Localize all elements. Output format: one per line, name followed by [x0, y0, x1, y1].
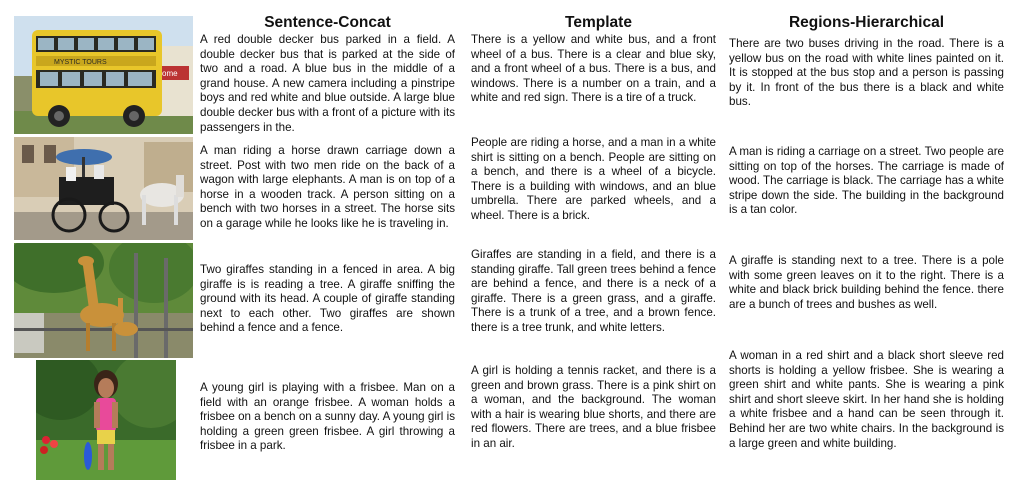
template-paragraph-3: Giraffes are standing in a field, and there is a standing giraffe. Tall green trees behind a fence are behind a fence, and there is a neck of a giraffe. There is a green grass, and a giraffe. There is a trunk of a tree, and a brown fence. there is a tree trunk, and white letters. — [471, 248, 716, 334]
regions-hierarchical-paragraph-2: A man is riding a carriage on a street. Two people are sitting on top of the horses. The carriage is made of wood. The carriage is black. The carriage has a white stripe down the side. The building in the background is a tan color. — [729, 145, 1004, 217]
giraffe-photo — [14, 243, 193, 358]
template-title: Template — [565, 14, 632, 31]
regions-hierarchical-paragraph-4: A woman in a red shirt and a black short sleeve red shorts is holding a yellow frisbee. She is wearing a green shirt and white pants. She is wearing a pink shirt and short sleeve skirt. In her hand she is holding a white frisbee and a hand can be seen through it. Behind her are two white chairs. In the background is a large green and white building. — [729, 349, 1004, 450]
sentence-concat-paragraph-4: A young girl is playing with a frisbee. Man on a field with an orange frisbee. A woman holds a frisbee on a bench on a sunny day. A young girl is holding a green green frisbee. A girl throwing a frisbee in a park. — [200, 381, 455, 453]
regions-hierarchical-title: Regions-Hierarchical — [788, 14, 945, 31]
sentence-concat-paragraph-1: A red double decker bus parked in a field. A double decker bus that is parked at the side of two and a road. A blue bus in the middle of a grand house. A new camera including a pinstripe boys and red white and blue outside. A large blue double decker bus with a front of a picture with its passengers in the. — [200, 33, 455, 134]
template-paragraph-2: People are riding a horse, and a man in a white shirt is sitting on a bench. People are sitting on a bench, and there is a wheel of a bicycle. There is a building with windows, and an blue umbrella. There are parked wheels, and a wheel. There is a brick. — [471, 136, 716, 222]
girl-frisbee-photo — [36, 360, 176, 480]
bus-photo — [14, 16, 193, 134]
template-paragraph-4: A girl is holding a tennis racket, and there is a green and brown grass. There is a pink shirt on a woman, and the background. The woman with a hair is wearing blue shorts, and there are red flowers. There are trees, and a blue frisbee in an air. — [471, 364, 716, 450]
bus-sign: MYSTIC TOURS — [54, 59, 107, 66]
regions-hierarchical-paragraph-1: There are two buses driving in the road. There is a yellow bus on the road with white lines painted on it. It is stopped at the bus stop and a person is passing by it. In front of the bus there is a black and white bus. — [729, 37, 1004, 109]
sentence-concat-paragraph-2: A man riding a horse drawn carriage down a street. Post with two men ride on the back of a wagon with large elephants. A man is on top of a horse in a wooden track. A person sitting on a bench with two horses in a street. The horse sits on a garage while he looks like he is traveling in. — [200, 144, 455, 230]
regions-hierarchical-paragraph-3: A giraffe is standing next to a tree. There is a pole with some green leaves on it to the right. There is a white and black brick building behind the fence. there are a bunch of trees and bushes as well. — [729, 254, 1004, 311]
carriage-photo — [14, 137, 193, 240]
sentence-concat-paragraph-3: Two giraffes standing in a fenced in area. A big giraffe is is reading a tree. A giraffe sniffing the ground with its head. A couple of giraffe standing next to each other. Two giraffes are shown behind a fence and a fence. — [200, 263, 455, 335]
template-paragraph-1: There is a yellow and white bus, and a front wheel of a bus. There is a clear and blue sky, and a front wheel of a bus. There is a bus, and windows. There is a number on a train, and a white and red sign. There is a tire of a truck. — [471, 33, 716, 105]
bus-side-sign: ome — [162, 69, 178, 78]
sentence-concat-title: Sentence-Concat — [264, 14, 391, 31]
